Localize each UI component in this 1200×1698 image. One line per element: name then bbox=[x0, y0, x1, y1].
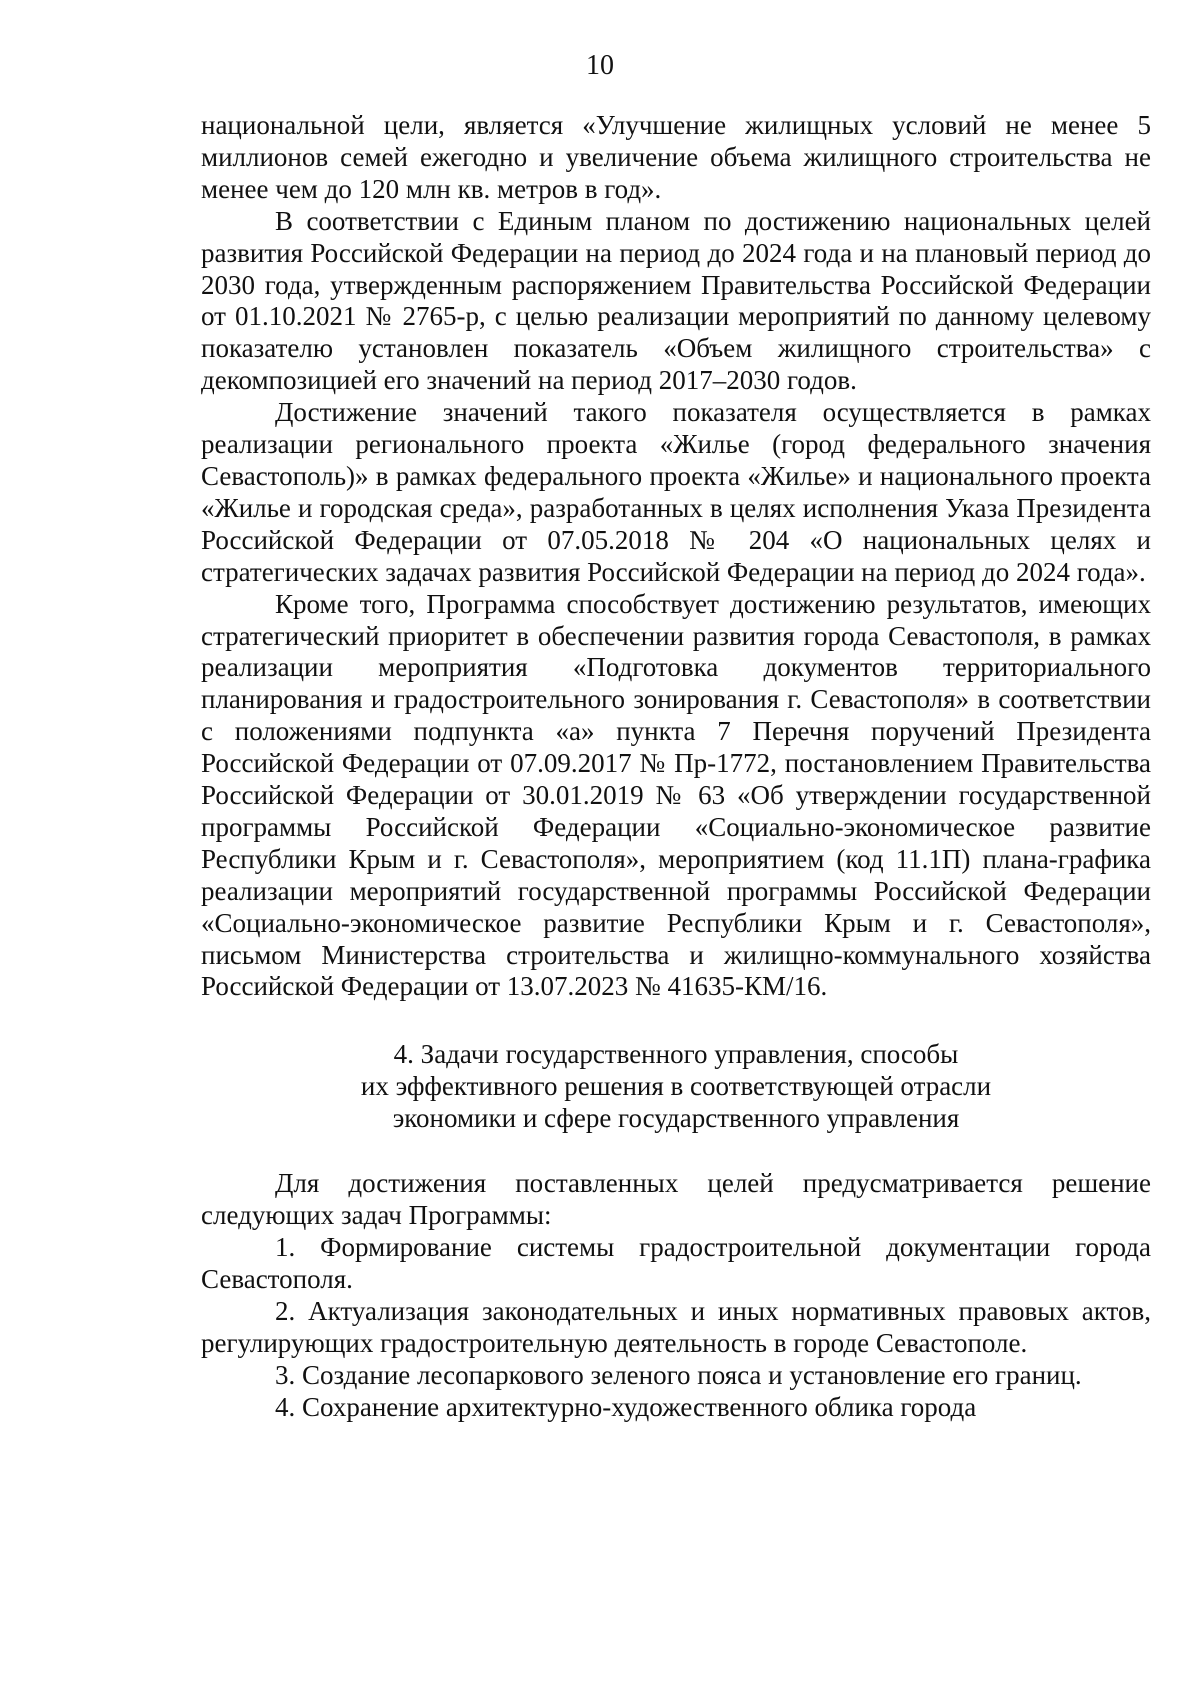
paragraph-program-priorities: Кроме того, Программа способствует достижению результатов, имеющих стратегический приоритет в обеспечении развития города Севастополя, в рамках реализации мероприятия «Подготовка документов территориального планирования и градостроительного зонирования г. Севастополя» в соответствии с положениями подпункта «а» пункта 7 Перечня поручений Президента Российской Федерации от 07.09.2017 № Пр-1772, постановлением Правительства Российской Федерации от 30.01.2019 № 63 «Об утверждении государственной программы Российской Федерации «Социально-экономическое развитие Республики Крым и г. Севастополя», мероприятием (код 11.1П) плана-графика реализации мероприятий государственной программы Российской Федерации «Социально-экономическое развитие Республики Крым и г. Севастополя», письмом Министерства строительства и жилищно-коммунального хозяйства Российской Федерации от 13.07.2023 № 41635-КМ/16. bbox=[201, 588, 1151, 1002]
paragraph-continuation: национальной цели, является «Улучшение жилищных условий не менее 5 миллионов семей ежегодно и увеличение объема жилищного строительства не менее чем до 120 млн кв. метров в год». bbox=[201, 110, 1151, 204]
section-heading-line: их эффективного решения в соответствующей отрасли bbox=[360, 1071, 992, 1102]
task-item: 4. Сохранение архитектурно-художественного облика города bbox=[275, 1391, 977, 1422]
page-number: 10 bbox=[586, 50, 614, 81]
task-item: 1. Формирование системы градостроительной документации города Севастополя. bbox=[201, 1232, 1151, 1295]
paragraph-unified-plan: В соответствии с Единым планом по достижению национальных целей развития Российской Федерации на период до 2024 года и на плановый период до 2030 года, утвержденным распоряжением Правительства Российской Федерации от 01.10.2021 № 2765-р, с целью реализации мероприятий по данному целевому показателю установлен показатель «Объем жилищного строительства» с декомпозицией его значений на период 2017–2030 годов. bbox=[201, 205, 1151, 396]
document-body bbox=[201, 110, 1151, 1424]
section-heading bbox=[201, 1038, 1151, 1134]
task-item: 3. Создание лесопаркового зеленого пояса и установление его границ. bbox=[275, 1359, 1082, 1390]
paragraph-tasks-intro: Для достижения поставленных целей предусматривается решение следующих задач Программы: bbox=[201, 1168, 1151, 1231]
section-heading-line: экономики и сфере государственного управления bbox=[392, 1103, 960, 1134]
task-item: 2. Актуализация законодательных и иных нормативных правовых актов, регулирующих градостроительную деятельность в городе Севастополе. bbox=[201, 1296, 1151, 1358]
section-heading-line: 4. Задачи государственного управления, способы bbox=[393, 1039, 959, 1070]
paragraph-regional-project: Достижение значений такого показателя осуществляется в рамках реализации регионального проекта «Жилье (город федерального значения Севастополь)» в рамках федерального проекта «Жилье» и национального проекта «Жилье и городская среда», разработанных в целях исполнения Указа Президента Российской Федерации от 07.05.2018 № 204 «О национальных целях и стратегических задачах развития Российской Федерации на период до 2024 года». bbox=[201, 397, 1151, 587]
